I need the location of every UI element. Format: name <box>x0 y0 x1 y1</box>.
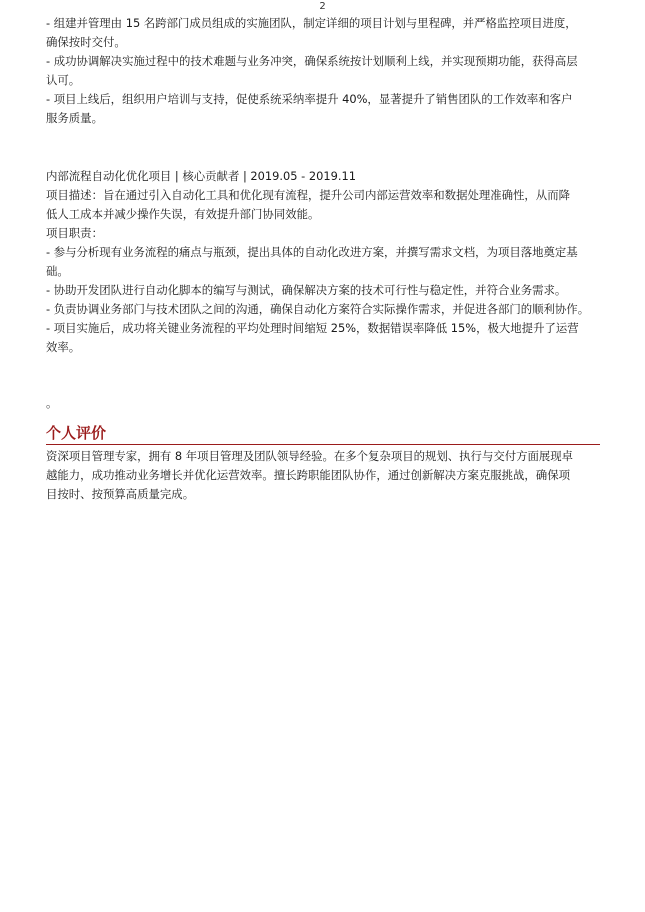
project2-description-line-2: 低人工成本并减少操作失误，有效提升部门协同效能。 <box>46 207 320 221</box>
project1-bullet-3-line-2: 服务质量。 <box>46 111 103 125</box>
project1-responsibilities <box>46 14 602 128</box>
project2-duties-label: 项目职责： <box>46 226 103 240</box>
trailing-punctuation: 。 <box>46 396 58 410</box>
resume-page-content <box>46 14 602 504</box>
evaluation-line-2: 越能力，成功推动业务增长并优化运营效率。擅长跨职能团队协作，通过创新解决方案克服挑战，确保项 <box>46 468 570 482</box>
project2-section <box>46 167 602 357</box>
project1-bullet-2-line-2: 认可。 <box>46 73 81 87</box>
project1-bullet-3-line-1: - 项目上线后，组织用户培训与支持，促使系统采纳率提升 40%，显著提升了销售团队的工作效率和客户 <box>46 92 573 106</box>
evaluation-body <box>46 447 602 504</box>
project1-bullet-1-line-1: - 组建并管理由 15 名跨部门成员组成的实施团队，制定详细的项目计划与里程碑，并严格监控项目进度， <box>46 16 577 30</box>
project1-bullet-2-line-1: - 成功协调解决实施过程中的技术难题与业务冲突，确保系统按计划顺利上线，并实现预期功能，获得高层 <box>46 54 578 68</box>
section-divider <box>46 444 600 445</box>
project2-header: 内部流程自动化优化项目 | 核心贡献者 | 2019.05 - 2019.11 <box>46 169 356 183</box>
project2-bullet-1-line-1: - 参与分析现有业务流程的痛点与瓶颈，提出具体的自动化改进方案，并撰写需求文档，为项目落地奠定基 <box>46 245 578 259</box>
project2-bullet-4-line-2: 效率。 <box>46 340 81 354</box>
evaluation-line-3: 目按时、按预算高质量完成。 <box>46 487 195 501</box>
project2-bullet-2: - 协助开发团队进行自动化脚本的编写与测试，确保解决方案的技术可行性与稳定性，并符合业务需求。 <box>46 283 567 297</box>
project2-bullet-3: - 负责协调业务部门与技术团队之间的沟通，确保自动化方案符合实际操作需求，并促进各部门的顺利协作。 <box>46 302 590 316</box>
project1-bullet-1-line-2: 确保按时交付。 <box>46 35 126 49</box>
evaluation-line-1: 资深项目管理专家，拥有 8 年项目管理及团队领导经验。在多个复杂项目的规划、执行与交付方面展现卓 <box>46 449 574 463</box>
project2-bullet-4-line-1: - 项目实施后，成功将关键业务流程的平均处理时间缩短 25%，数据错误率降低 15%，极大地提升了运营 <box>46 321 579 335</box>
evaluation-section-title: 个人评价 <box>46 424 107 442</box>
project2-description-line-1: 项目描述：旨在通过引入自动化工具和优化现有流程，提升公司内部运营效率和数据处理准确性，从而降 <box>46 188 570 202</box>
project2-bullet-1-line-2: 础。 <box>46 264 69 278</box>
page-number: 2 <box>319 1 326 12</box>
